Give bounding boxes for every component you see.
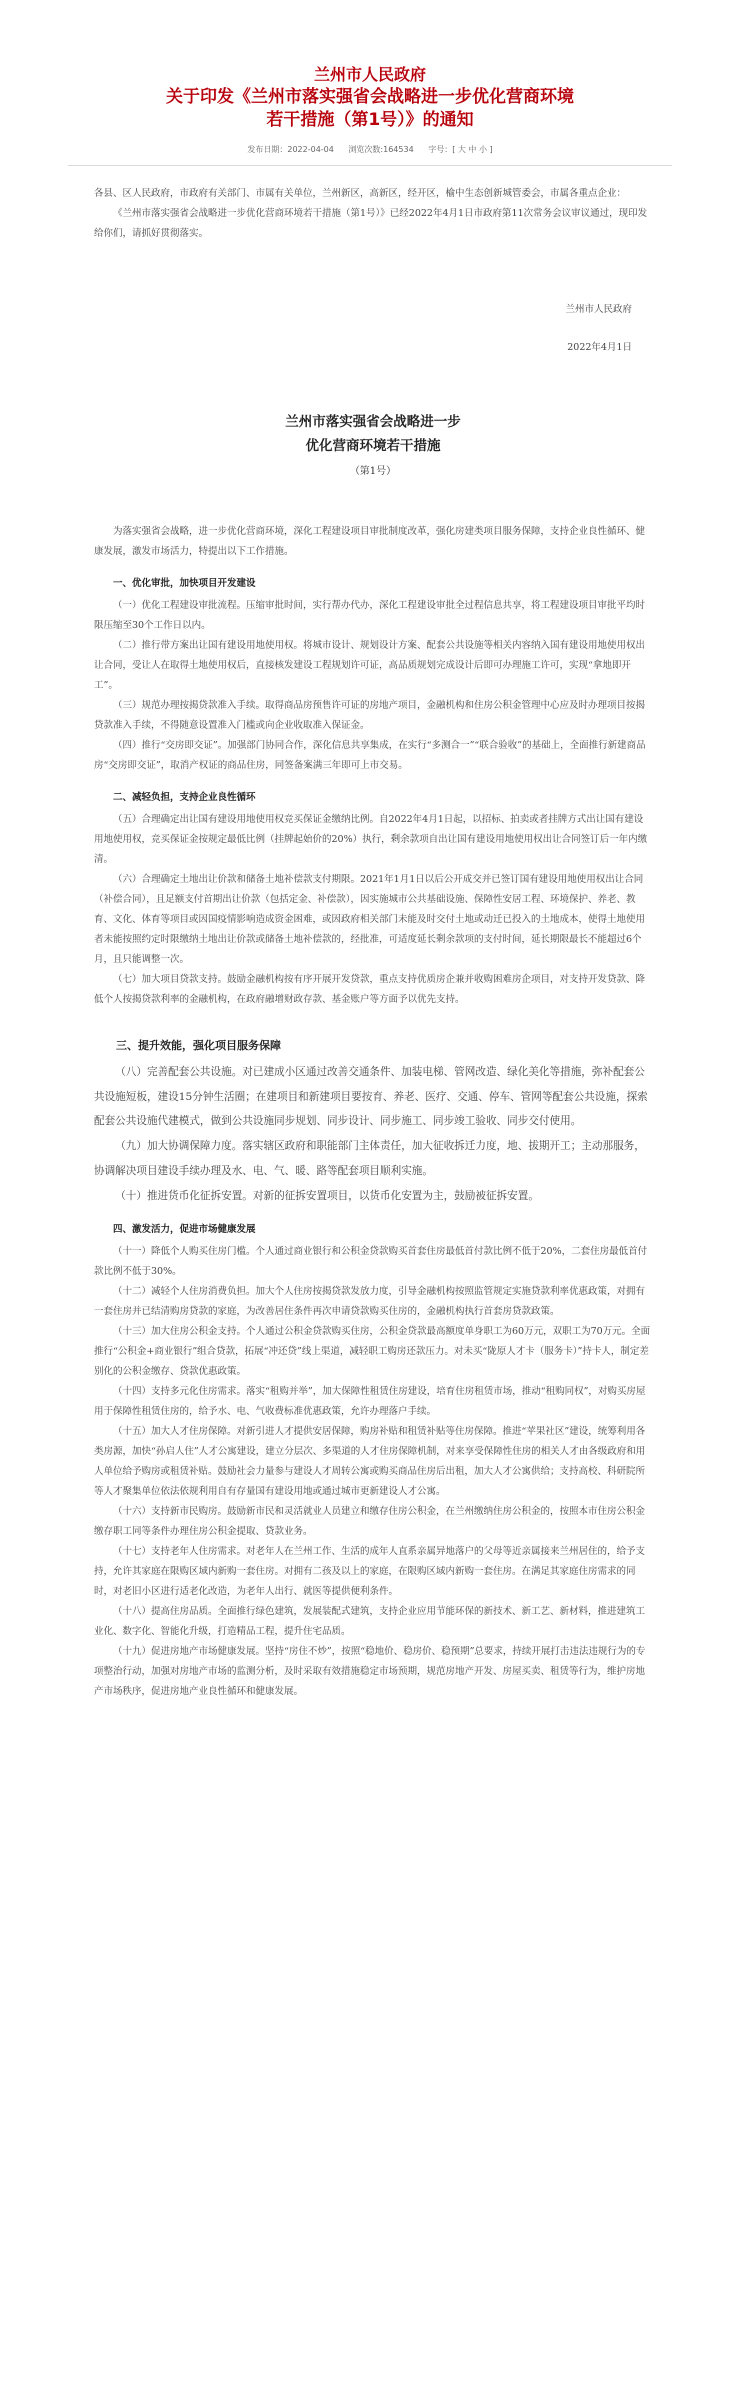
- section-1: [94, 572, 652, 776]
- publish-date: 发布日期：2022-04-04: [247, 145, 334, 154]
- font-size-switch[interactable]: 字号：[ 大 中 小 ]: [428, 145, 493, 154]
- document-title: [94, 410, 652, 458]
- header-divider: [68, 165, 672, 166]
- measure-paragraph: （十四）支持多元化住房需求。落实“租购并举”，加大保障性租赁住房建设，培育住房租赁市场，推动“租购同权”，对购买房屋用于保障性租赁住房的，给予水、电、气收费标准优惠政策，允许办理落户手续。: [94, 1386, 646, 1418]
- measure-paragraph: （三）规范办理按揭贷款准入手续。取得商品房预售许可证的房地产项目，金融机构和住房公积金管理中心应及时办理项目按揭贷款准入手续，不得随意设置准入门槛或向企业收取准入保证金。: [94, 700, 646, 731]
- measure-paragraph: （六）合理确定土地出让价款和储备土地补偿款支付期限。2021年1月1日以后公开成交并已签订国有建设用地使用权出让合同（补偿合同），且足额支付首期出让价款（包括定金、补偿款），因实施城市公共基础设施、保障性安居工程、环境保护、养老、教育、文化、体育等项目或因国疫情影响造成资金困难，或因政府相关部门未能及时交付土地或动迁已投入的土地成本，使得土地使用者未能按照约定时限缴纳土地出让价款或储备土地补偿款的，经批准，可适度延长剩余款项的支付时间，延长期限最长不能超过6个月，且只能调整一次。: [94, 874, 646, 965]
- measure-paragraph: （十八）提高住房品质。全面推行绿色建筑，发展装配式建筑，支持企业应用节能环保的新技术、新工艺、新材料，推进建筑工业化、数字化、智能化升级，打造精品工程，提升住宅品质。: [94, 1606, 646, 1638]
- section-heading: 一、优化审批，加快项目开发建设: [113, 578, 256, 589]
- measure-paragraph: （五）合理确定出让国有建设用地使用权竞买保证金缴纳比例。自2022年4月1日起，以招标、拍卖或者挂牌方式出让国有建设用地使用权，竞买保证金按规定最低比例（挂牌起始价的20%）执行，剩余款项自出让国有建设用地使用权出让合同签订后一年内缴清。: [94, 814, 648, 865]
- measure-paragraph: （十九）促进房地产市场健康发展。坚持“房住不炒”，按照“稳地价、稳房价、稳预期”总要求，持续开展打击违法违规行为的专项整治行动，加强对房地产市场的监测分析，及时采取有效措施稳定市场预期，规范房地产开发、房屋买卖、租赁等行为，维护房地产市场秩序，促进房地产业良性循环和健康发展。: [94, 1646, 646, 1698]
- document-subtitle: （第1号）: [349, 466, 397, 477]
- measure-paragraph: （十）推进货币化征拆安置。对新的征拆安置项目，以货币化安置为主，鼓励被征拆安置。: [115, 1189, 539, 1202]
- section-2: [94, 786, 652, 1010]
- measure-paragraph: （四）推行“交房即交证”。加强部门协同合作，深化信息共享集成，在实行“多测合一”“联合验收”的基础上，全面推行新建商品房“交房即交证”，取消产权证的商品住房，同签备案满三年即可上市交易。: [94, 740, 646, 771]
- measure-paragraph: （十二）减轻个人住房消费负担。加大个人住房按揭贷款发放力度，引导金融机构按照监管规定实施贷款利率优惠政策，对拥有一套住房并已结清购房贷款的家庭，为改善居住条件再次申请贷款购买住房的，金融机构执行首套房贷款政策。: [94, 1286, 646, 1318]
- issuing-organization: 兰州市人民政府: [313, 65, 426, 84]
- page-title-line-2: 若干措施（第1号）》的通知: [266, 110, 474, 130]
- measure-paragraph: （七）加大项目贷款支持。鼓励金融机构按有序开展开发贷款，重点支持优质房企兼并收购困难房企项目，对支持开发贷款、降低个人按揭贷款利率的金融机构，在政府融增财政存款、基金账户等方面予以优先支持。: [94, 974, 646, 1005]
- signature-date: 2022年4月1日: [567, 342, 632, 353]
- section-heading: 四、激发活力，促进市场健康发展: [113, 1224, 256, 1236]
- section-3: [94, 1032, 652, 1208]
- section-4: [94, 1218, 652, 1702]
- measure-paragraph: （十三）加大住房公积金支持。个人通过公积金贷款购买住房，公积金贷款最高额度单身职工为60万元，双职工为70万元。全面推行“公积金+商业银行”组合贷款，拓展“冲还贷”线上渠道，减轻职工购房还款压力。对未买“陇原人才卡（服务卡）”持卡人，制定差别化的公积金缴存、贷款优惠政策。: [94, 1326, 651, 1378]
- meta-bar: [0, 144, 740, 155]
- measure-paragraph: （二）推行带方案出让国有建设用地使用权。将城市设计、规划设计方案、配套公共设施等相关内容纳入国有建设用地使用权出让合同，受让人在取得土地使用权后，直接核发建设工程规划许可证，高品质规划完成设计后即可办理施工许可，实现“拿地即开工”。: [94, 640, 646, 691]
- article-body: [94, 184, 652, 1702]
- document-title-line-2: 优化营商环境若干措施: [305, 438, 441, 454]
- section-heading: 三、提升效能，强化项目服务保障: [116, 1039, 281, 1052]
- page-title-line-1: 关于印发《兰州市落实强省会战略进一步优化营商环境: [166, 87, 574, 107]
- section-heading: 二、减轻负担，支持企业良性循环: [113, 792, 256, 803]
- notice-body: 《兰州市落实强省会战略进一步优化营商环境若干措施（第1号）》已经2022年4月1日市政府第11次常务会议审议通过，现印发给你们，请抓好贯彻落实。: [94, 208, 648, 239]
- signature-organization: 兰州市人民政府: [565, 304, 632, 315]
- measure-paragraph: （十七）支持老年人住房需求。对老年人在兰州工作、生活的成年人直系亲属异地落户的父母等近亲属接来兰州居住的，给予支持，允许其家庭在限购区域内新购一套住房。对拥有二孩及以上的家庭，在限购区域内新购一套住房。在满足其家庭住房需求的同时，对老旧小区进行适老化改造，为老年人出行、就医等提供便利条件。: [94, 1546, 646, 1598]
- document-intro: 为落实强省会战略，进一步优化营商环境，深化工程建设项目审批制度改革，强化房建类项目服务保障，支持企业良性循环、健康发展，激发市场活力，特提出以下工作措施。: [94, 526, 646, 557]
- notice-recipients: 各县、区人民政府，市政府有关部门、市属有关单位，兰州新区，高新区，经开区，榆中生态创新城管委会，市属各重点企业：: [94, 188, 627, 199]
- masthead: [0, 0, 740, 155]
- measure-paragraph: （一）优化工程建设审批流程。压缩审批时间，实行帮办代办，深化工程建设审批全过程信息共享，将工程建设项目审批平均时限压缩至30个工作日以内。: [94, 600, 646, 631]
- measure-paragraph: （十六）支持新市民购房。鼓励新市民和灵活就业人员建立和缴存住房公积金，在兰州缴纳住房公积金的，按照本市住房公积金缴存职工同等条件办理住房公积金提取、贷款业务。: [94, 1506, 646, 1538]
- measure-paragraph: （十一）降低个人购买住房门槛。个人通过商业银行和公积金贷款购买首套住房最低首付款比例不低于20%，二套住房最低首付款比例不低于30%。: [94, 1246, 648, 1278]
- measure-paragraph: （九）加大协调保障力度。落实辖区政府和职能部门主体责任，加大征收拆迁力度，地、拔期开工；主动那服务，协调解决项目建设手续办理及水、电、气、暖、路等配套项目顺利实施。: [94, 1140, 645, 1177]
- measure-paragraph: （八）完善配套公共设施。对已建成小区通过改善交通条件、加装电梯、管网改造、绿化美化等措施，弥补配套公共设施短板，建设15分钟生活圈；在建项目和新建项目要按育、养老、医疗、交通、停车、管网等配套公共设施，探索配套公共设施代建模式，做到公共设施同步规划、同步设计、同步施工、同步竣工验收、同步交付使用。: [94, 1066, 648, 1128]
- view-count: 浏览次数:164534: [348, 145, 414, 154]
- document-title-line-1: 兰州市落实强省会战略进一步: [285, 414, 461, 430]
- measure-paragraph: （十五）加大人才住房保障。对新引进人才提供安居保障，购房补贴和租赁补贴等住房保障。推进“苹果社区”建设，统筹利用各类房源，加快“孙启人住”人才公寓建设，建立分层次、多渠道的人才住房保障机制，对来享受保障性住房的相关人才由各级政府和用人单位给予购房或租赁补贴。鼓励社会力量参与建设人才周转公寓或购买商品住房后出租，加大人才公寓供给；支持高校、科研院所等人才聚集单位依法依规利用自有存量国有建设用地或通过城市更新建设人才公寓。: [94, 1426, 646, 1498]
- notice-block: [94, 184, 652, 358]
